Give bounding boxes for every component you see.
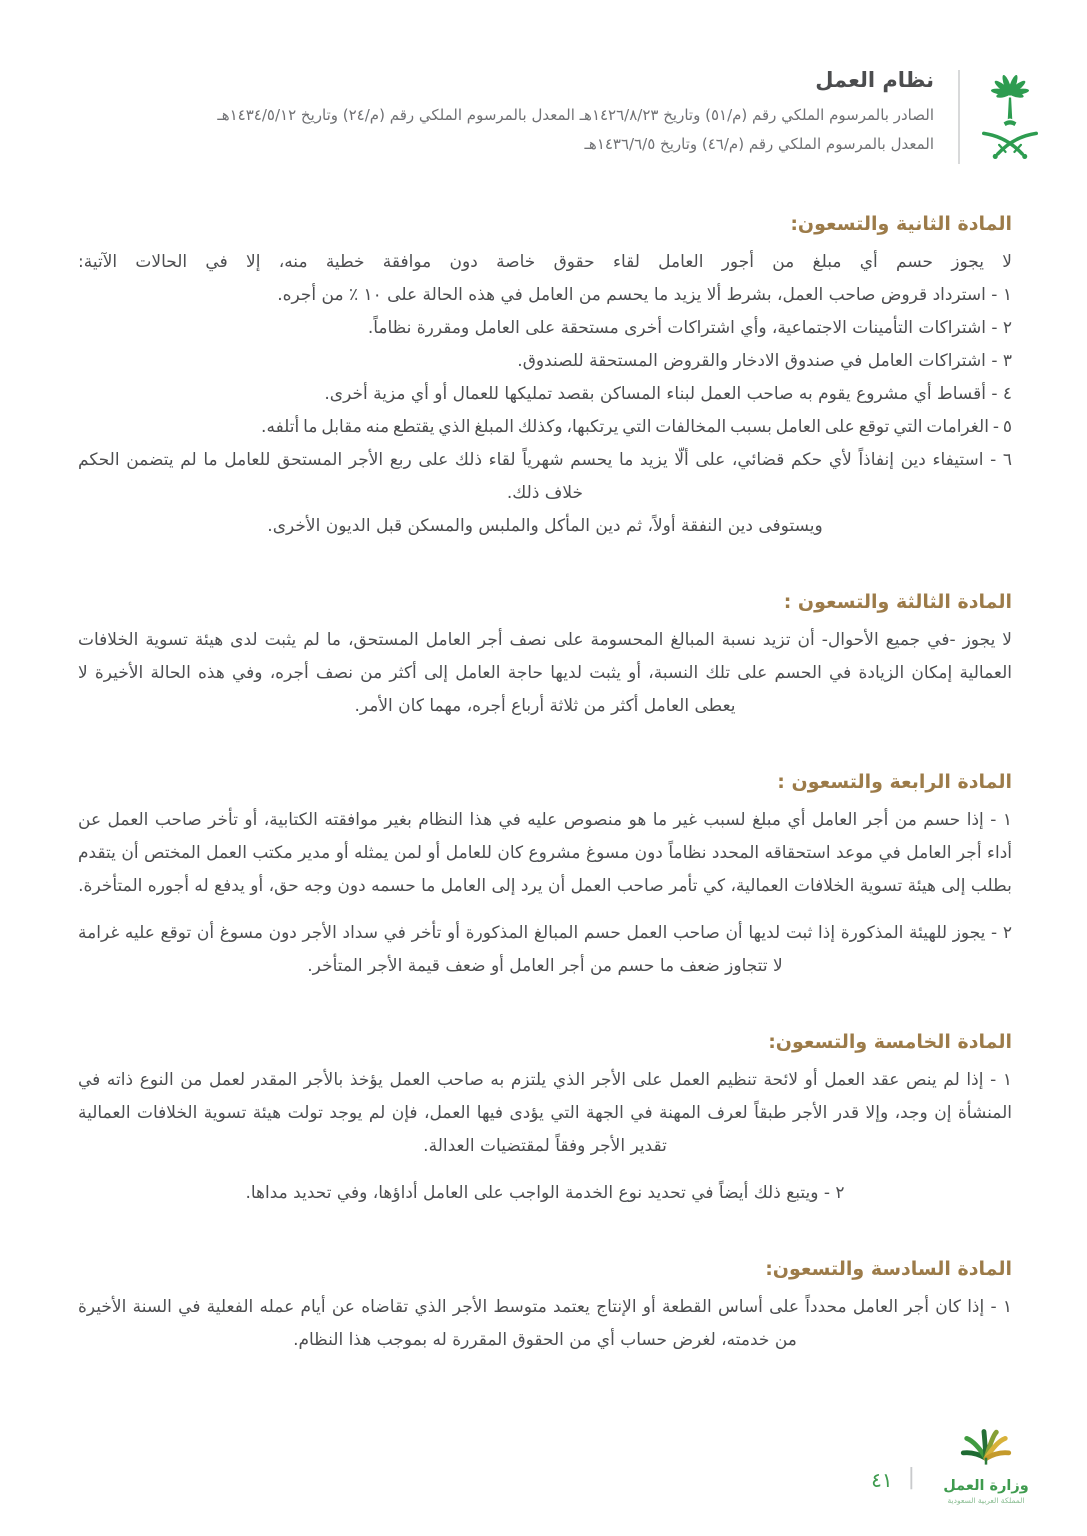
- footer-separator: |: [907, 1465, 915, 1490]
- article-item: ٦ - استيفاء دين إنفاذاً لأي حكم قضائي، على ألّا يزيد ما يحسم شهرياً لقاء ذلك على ربع الأجر المستحق للعامل ما لم يتضمن الحكم خلاف ذلك.: [78, 450, 1012, 503]
- article-item: ٢ - اشتراكات التأمينات الاجتماعية، وأي اشتراكات أخرى مستحقة على العامل ومقررة نظاماً.: [367, 318, 1012, 338]
- article-heading: المادة الرابعة والتسعون :: [777, 771, 1012, 793]
- article-heading: المادة الخامسة والتسعون:: [768, 1031, 1012, 1053]
- article-item: ٢ - يجوز للهيئة المذكورة إذا ثبت لديها أن صاحب العمل حسم المبالغ المذكورة أو تأخر في سداد الأجر دون مسوغ أن توقع عليه غرامة لا تتجاوز ضعف ما حسم من أجر العامل أو ضعف قيمة الأجر المتأخر.: [78, 923, 1012, 976]
- document-subtitle-line1: الصادر بالمرسوم الملكي رقم (م/٥١) وتاريخ ١٤٢٦/٨/٢٣هـ المعدل بالمرسوم الملكي رقم (م/٢٤) وتاريخ ١٤٣٤/٥/١٢هـ: [217, 106, 934, 124]
- ministry-name: وزارة العمل: [943, 1478, 1029, 1494]
- article-item: ٤ - أقساط أي مشروع يقوم به صاحب العمل لبناء المساكن بقصد تمليكها للعمال أو أي مزية أخرى.: [324, 384, 1012, 404]
- header-text: [75, 64, 934, 159]
- article-heading: المادة الثانية والتسعون:: [790, 213, 1012, 235]
- ministry-logo: [930, 1421, 1042, 1506]
- document-header: [0, 0, 1087, 174]
- article-intro: لا يجوز حسم أي مبلغ من أجور العامل لقاء حقوق خاصة دون موافقة خطية منه، إلا في الحالات الآتية:: [78, 252, 1012, 272]
- article-item: ١ - إذا لم ينص عقد العمل أو لائحة تنظيم العمل على الأجر الذي يلتزم به صاحب العمل يؤخذ بالأجر المقدر لعمل من النوع ذاته في المنشأة إن وجد، وإلا قدر الأجر طبقاً لعرف المهنة في الجهة التي يؤدى فيها العمل، فإن لم يوجد تولت هيئة تسوية الخلافات العمالية تقدير الأجر وفقاً لمقتضيات العدالة.: [78, 1070, 1012, 1156]
- article-96: [78, 1256, 1012, 1357]
- page-number: ٤١: [871, 1468, 893, 1492]
- article-heading: المادة الثالثة والتسعون :: [783, 591, 1012, 613]
- article-93: [78, 589, 1012, 723]
- article-heading: المادة السادسة والتسعون:: [765, 1258, 1012, 1280]
- article-body: لا يجوز -في جميع الأحوال- أن تزيد نسبة المبالغ المحسومة على نصف أجر العامل المستحق، ما لم يثبت لدى هيئة تسوية الخلافات العمالية إمكان الزيادة في الحسم على تلك النسبة، أو يثبت لديها حاجة العامل إلى أكثر من نصف أجره، وفي هذه الحالة الأخيرة لا يعطى العامل أكثر من ثلاثة أرباع أجره، مهما كان الأمر.: [78, 630, 1012, 716]
- article-94: [78, 769, 1012, 983]
- article-item: ١ - إذا حسم من أجر العامل أي مبلغ لسبب غير ما هو منصوص عليه في هذا النظام بغير موافقته الكتابية، أو تأخر صاحب العمل عن أداء أجر العامل في موعد استحقاقه المحدد نظاماً دون مسوغ مشروع كان للعامل أو لمن يمثله أو مدير مكتب العمل المختص أن يتقدم بطلب إلى هيئة تسوية الخلافات العمالية، كي تأمر صاحب العمل أن يرد إلى العامل ما حسمه دون وجه حق، أو يدفع له أجوره المتأخرة.: [78, 810, 1012, 896]
- article-closing: ويستوفى دين النفقة أولاً، ثم دين المأكل والملبس والمسكن قبل الديون الأخرى.: [267, 516, 823, 536]
- article-item: ٢ - ويتبع ذلك أيضاً في تحديد نوع الخدمة الواجب على العامل أداؤها، وفي تحديد مداها.: [245, 1183, 845, 1203]
- saudi-emblem-icon: [978, 66, 1042, 174]
- article-95: [78, 1029, 1012, 1210]
- article-item: ١ - إذا كان أجر العامل محدداً على أساس القطعة أو الإنتاج يعتمد متوسط الأجر الذي تقاضاه عن أيام عمله الفعلية في السنة الأخيرة من خدمته، لغرض حساب أي من الحقوق المقررة له بموجب هذا النظام.: [78, 1297, 1012, 1350]
- article-item: ١ - استرداد قروض صاحب العمل، بشرط ألا يزيد ما يحسم من العامل في هذه الحالة على ١٠ ٪ من أجره.: [277, 285, 1012, 305]
- document-title: نظام العمل: [815, 68, 934, 92]
- article-92: [78, 211, 1012, 543]
- document-subtitle-line2: المعدل بالمرسوم الملكي رقم (م/٤٦) وتاريخ ١٤٣٦/٦/٥هـ: [584, 135, 934, 153]
- document-footer: [0, 1421, 1087, 1506]
- article-item: ٥ - الغرامات التي توقع على العامل بسبب المخالفات التي يرتكبها، وكذلك المبلغ الذي يقتطع منه مقابل ما أتلفه.: [261, 417, 1012, 437]
- ministry-subtitle: المملكة العربية السعودية: [947, 1496, 1025, 1505]
- ministry-palm-icon: [955, 1421, 1017, 1475]
- header-divider: [958, 70, 960, 164]
- document-body: [0, 174, 1087, 1357]
- article-item: ٣ - اشتراكات العامل في صندوق الادخار والقروض المستحقة للصندوق.: [517, 351, 1012, 371]
